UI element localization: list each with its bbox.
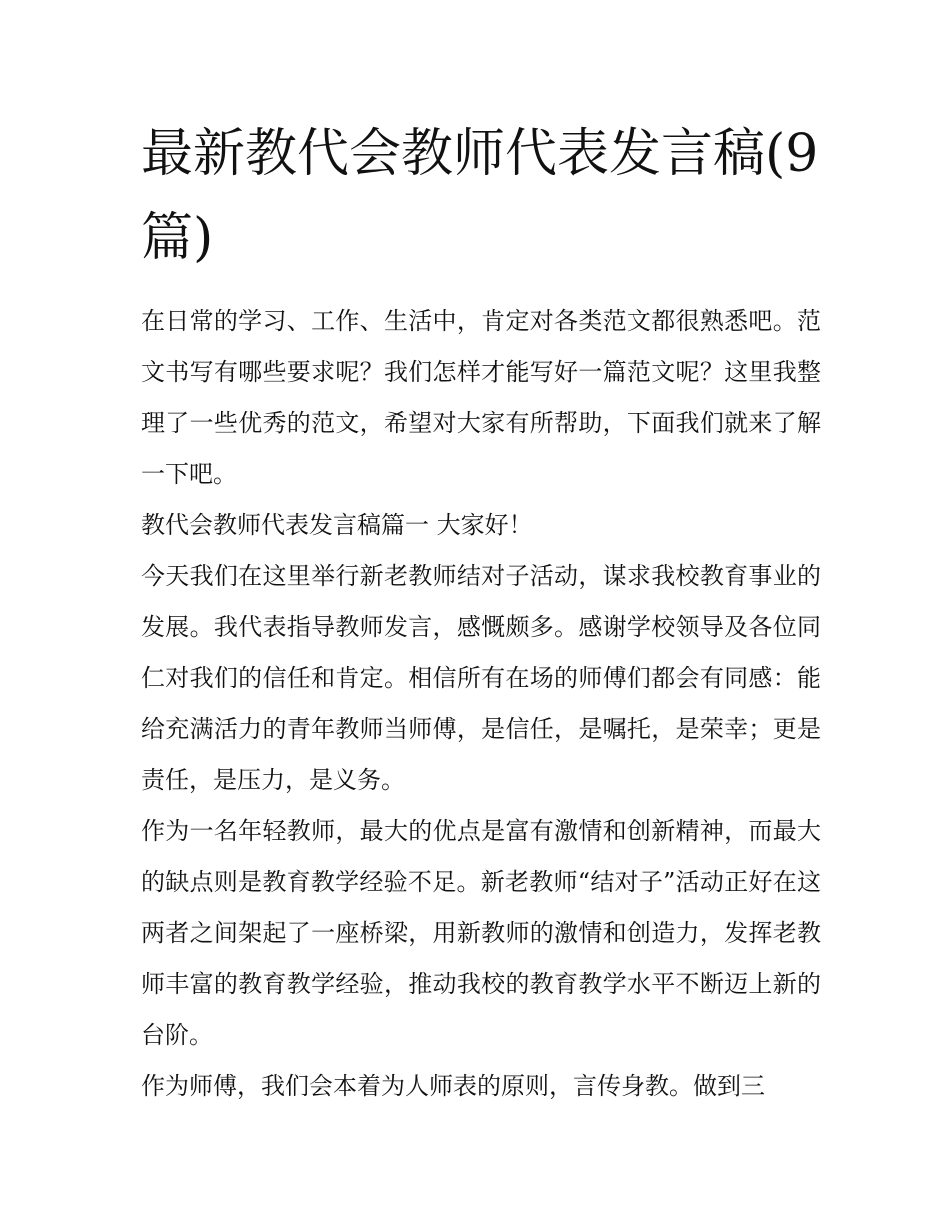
body-paragraph: 作为师傅，我们会本着为人师表的原则，言传身教。做到三 — [141, 1072, 765, 1100]
section-heading-paragraph: 教代会教师代表发言稿篇一 大家好！ — [141, 511, 533, 539]
body-paragraph: 今天我们在这里举行新老教师结对子活动，谋求我校教育事业的发展。我代表指导教师发言，感慨颇多。感谢学校领导及各位同仁对我们的信任和肯定。相信所有在场的师傅们都会有同感：能给充满活力的青年教师当师傅，是信任，是嘱托，是荣幸；更是责任，是压力，是义务。 — [141, 562, 821, 794]
document-page — [141, 112, 821, 1112]
document-title: 最新教代会教师代表发言稿(9篇) — [141, 124, 819, 268]
intro-paragraph: 在日常的学习、工作、生活中，肯定对各类范文都很熟悉吧。范文书写有哪些要求呢？我们怎样才能写好一篇范文呢？这里我整理了一些优秀的范文，希望对大家有所帮助，下面我们就来了解一下吧。 — [141, 307, 821, 488]
body-paragraph: 作为一名年轻教师，最大的优点是富有激情和创新精神，而最大的缺点则是教育教学经验不足。新老教师“结对子”活动正好在这两者之间架起了一座桥梁，用新教师的激情和创造力，发挥老教师丰富的教育教学经验，推动我校的教育教学水平不断迈上新的台阶。 — [141, 817, 821, 1049]
